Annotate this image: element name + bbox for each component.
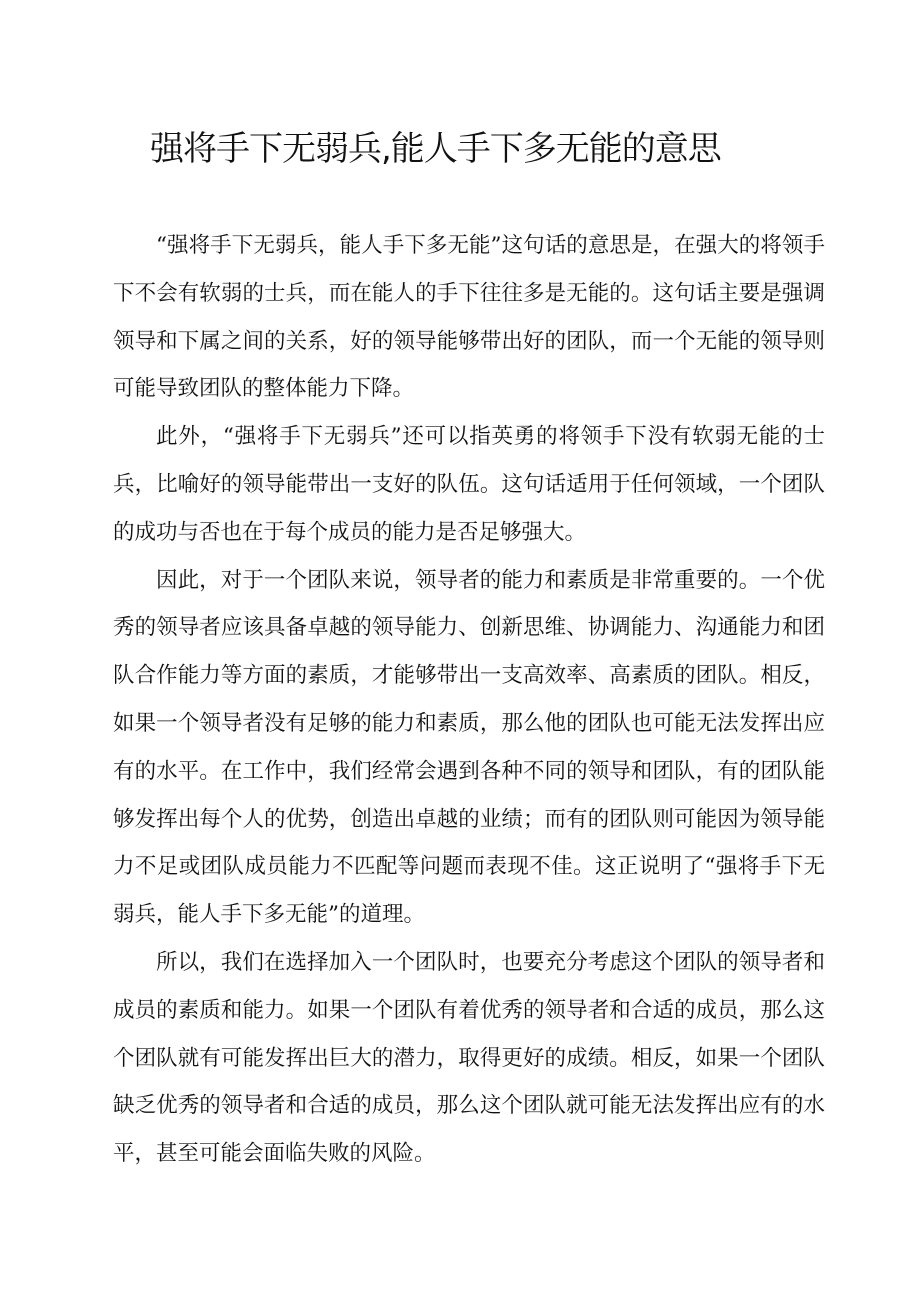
document-title: 强将手下无弱兵,能人手下多无能的意思 xyxy=(150,129,721,169)
body-paragraph-4: 所以，我们在选择加入一个团队时，也要充分考虑这个团队的领导者和成员的素质和能力。如果一个团队有着优秀的领导者和合适的成员，那么这个团队就有可能发挥出巨大的潜力，取得更好的成绩。相反，如果一个团队缺乏优秀的领导者和合适的成员，那么这个团队就可能无法发挥出应有的水平，甚至可能会面临失败的风险。 xyxy=(113,949,825,1167)
body-paragraph-1: “强将手下无弱兵，能人手下多无能”这句话的意思是，在强大的将领手下不会有软弱的士兵，而在能人的手下往往多是无能的。这句话主要是强调领导和下属之间的关系，好的领导能够带出好的团队，而一个无能的领导则可能导致团队的整体能力下降。 xyxy=(113,233,825,402)
body-paragraph-2: 此外，“强将手下无弱兵”还可以指英勇的将领手下没有软弱无能的士兵，比喻好的领导能带出一支好的队伍。这句话适用于任何领域，一个团队的成功与否也在于每个成员的能力是否足够强大。 xyxy=(113,424,825,545)
body-paragraph-3: 因此，对于一个团队来说，领导者的能力和素质是非常重要的。一个优秀的领导者应该具备卓越的领导能力、创新思维、协调能力、沟通能力和团队合作能力等方面的素质，才能够带出一支高效率、高素质的团队。相反，如果一个领导者没有足够的能力和素质，那么他的团队也可能无法发挥出应有的水平。在工作中，我们经常会遇到各种不同的领导和团队，有的团队能够发挥出每个人的优势，创造出卓越的业绩；而有的团队则可能因为领导能力不足或团队成员能力不匹配等问题而表现不佳。这正说明了“强将手下无弱兵，能人手下多无能”的道理。 xyxy=(113,567,825,928)
document-body xyxy=(113,222,825,1178)
